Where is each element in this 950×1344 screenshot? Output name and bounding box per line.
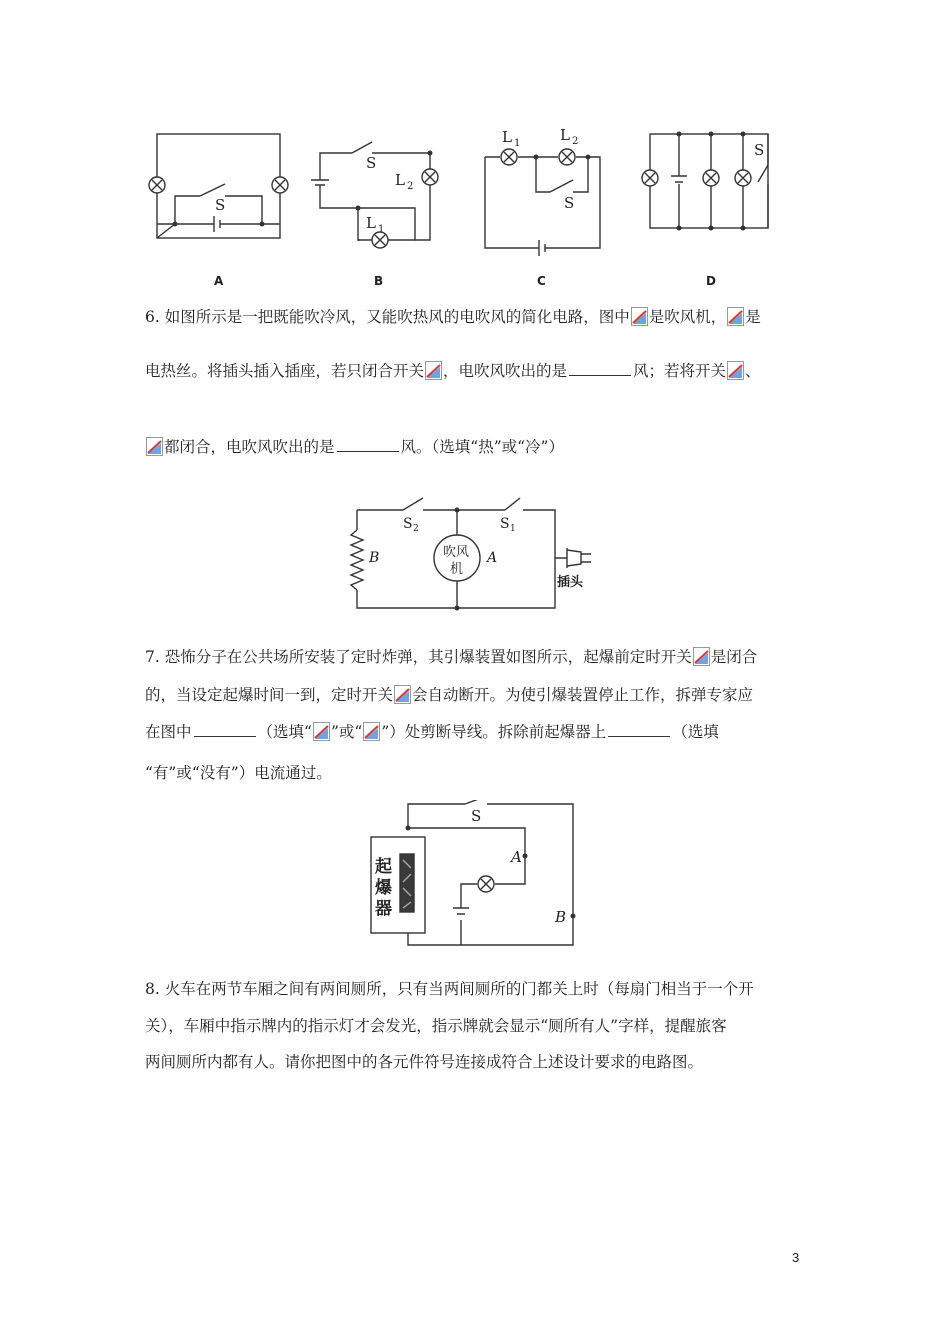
q8-line-1: 8. 火车在两节车厢之间有两间厕所，只有当两间厕所的门都关上时（每扇门相当于一个开 — [145, 980, 754, 998]
q7-line-1: 7. 恐怖分子在公共场所安装了定时炸弹，其引爆装置如图所示，起爆前定时开关 是闭合 — [145, 648, 758, 666]
q8-line-3: 两间厕所内都有人。请你把图中的各元件符号连接成符合上述设计要求的电路图。 — [145, 1053, 704, 1071]
broken-image-icon — [394, 685, 411, 704]
broken-image-icon — [363, 722, 380, 741]
label-s1-sub: 1 — [510, 524, 516, 534]
answer-blank[interactable] — [194, 722, 256, 737]
label-a: A — [511, 848, 522, 866]
broken-image-icon — [425, 361, 442, 380]
detonator-label-3: 器 — [375, 899, 392, 919]
answer-blank[interactable] — [569, 361, 631, 376]
option-d: D — [706, 274, 716, 288]
label-c-l1-sub: 1 — [514, 138, 521, 149]
q6-line-3: 都闭合，电吹风吹出的是 风。（选填“热”或“冷”） — [145, 436, 564, 458]
answer-blank[interactable] — [337, 437, 399, 452]
label-b-s: S — [366, 154, 377, 172]
page-number: 3 — [792, 1250, 800, 1265]
answer-blank[interactable] — [608, 722, 670, 737]
label-b: B — [555, 908, 567, 926]
label-b-l1: L — [366, 214, 376, 232]
label-s: S — [471, 807, 482, 825]
q7-line-4: “有”或“没有”）电流通过。 — [145, 764, 332, 782]
label-c-l2: L — [560, 126, 570, 144]
label-b-l1-sub: 1 — [378, 224, 385, 235]
label-c-l1: L — [502, 128, 512, 146]
fan-label-2: 机 — [450, 562, 464, 577]
q7-line-3: 在图中 （选填“ ”或“ ”）处剪断导线。拆除前起爆器上 （选填 — [145, 723, 719, 741]
label-a-s: S — [215, 196, 226, 214]
detonator-label-2: 爆 — [375, 878, 392, 898]
circuit-options-figure — [140, 120, 790, 295]
broken-image-icon — [146, 437, 163, 456]
label-s2-sub: 2 — [413, 524, 419, 534]
q8-line-2: 关），车厢中指示牌内的指示灯才会发光，指示牌就会显示“厕所有人”字样，提醒旅客 — [145, 1017, 727, 1035]
label-a: A — [487, 550, 498, 566]
broken-image-icon — [693, 647, 710, 666]
detonator-circuit-figure — [365, 800, 585, 955]
label-c-s: S — [564, 194, 575, 212]
label-d-s: S — [754, 141, 765, 159]
label-b-l2: L — [395, 171, 405, 189]
q6-line-1: 6. 如图所示是一把既能吹冷风，又能吹热风的电吹风的简化电路，图中 是吹风机， 是 — [145, 308, 761, 326]
broken-image-icon — [727, 307, 744, 326]
circuit-a — [149, 134, 288, 238]
option-a: A — [214, 274, 224, 288]
label-c-l2-sub: 2 — [572, 136, 579, 147]
label-s1: S — [500, 516, 510, 532]
circuit-d — [642, 134, 768, 228]
broken-image-icon — [631, 307, 648, 326]
option-b: B — [374, 274, 384, 288]
q6-line-2: 电热丝。将插头插入插座，若只闭合开关 ，电吹风吹出的是 风；若将开关 、 — [145, 362, 761, 380]
q7-line-2: 的，当设定起爆时间一到，定时开关 会自动断开。为使引爆装置停止工作，拆弹专家应 — [145, 686, 754, 704]
label-b: B — [369, 550, 380, 566]
label-s2: S — [403, 516, 413, 532]
circuit-c — [485, 149, 600, 256]
option-c: C — [537, 274, 546, 288]
fan-label-1: 吹风 — [443, 545, 470, 560]
broken-image-icon — [313, 722, 330, 741]
broken-image-icon — [727, 361, 744, 380]
detonator-label-1: 起 — [375, 857, 392, 877]
plug-label: 插头 — [557, 575, 584, 590]
hair-dryer-circuit-figure — [345, 490, 605, 615]
label-b-l2-sub: 2 — [407, 181, 414, 192]
